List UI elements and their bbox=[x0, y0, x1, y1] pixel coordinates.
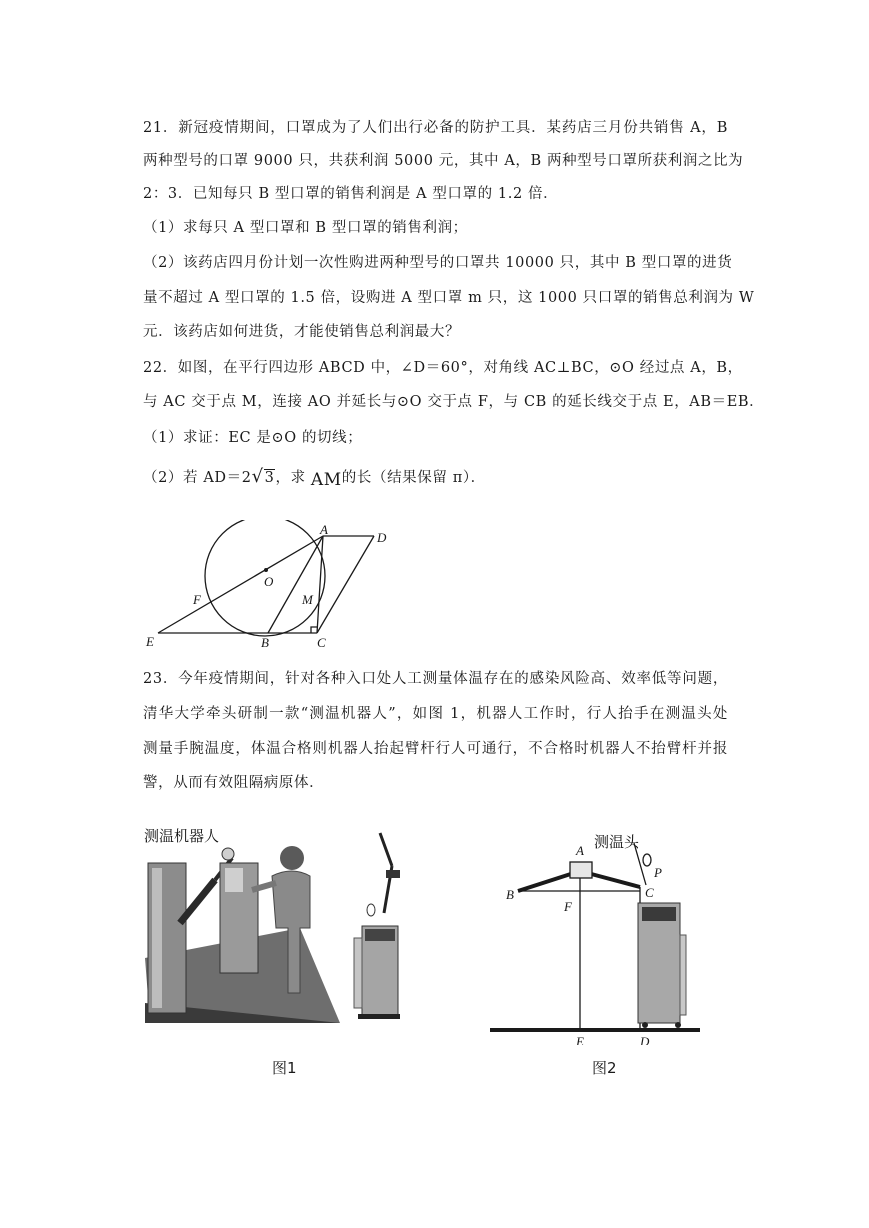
q22-part-1: （1）求证：EC 是⊙O 的切线； bbox=[143, 430, 363, 446]
label-c: C bbox=[317, 635, 326, 650]
label-a: A bbox=[320, 522, 328, 537]
q22-part-2-after: 的长（结果保留 π）． bbox=[341, 470, 486, 486]
q22-geometry-figure bbox=[140, 520, 400, 655]
segment-ea bbox=[158, 536, 323, 633]
q23-line-3: 测量手腕温度，体温合格则机器人抬起臂杆行人可通行，不合格时机器人不抬臂杆并报 bbox=[143, 741, 728, 757]
segment-dc bbox=[317, 536, 374, 633]
label-b: B bbox=[261, 635, 269, 650]
segment-ab bbox=[268, 536, 323, 633]
figure-2-schematic bbox=[490, 825, 705, 1045]
fig2-label-c: C bbox=[645, 885, 654, 900]
label-m: M bbox=[302, 592, 313, 607]
caption-figure-1: 图1 bbox=[272, 1059, 297, 1077]
q21-part-2-line-1: （2）该药店四月份计划一次性购进两种型号的口罩共 10000 只，其中 B 型口罩的进货 bbox=[143, 255, 733, 271]
q22-part-2 bbox=[143, 467, 728, 488]
fig2-head-label: 测温头 bbox=[594, 833, 640, 851]
photo-label: 测温机器人 bbox=[144, 827, 220, 845]
q23-line-1: 23．今年疫情期间，针对各种入口处人工测量体温存在的感染风险高、效率低等问题， bbox=[143, 671, 728, 687]
label-o: O bbox=[264, 574, 274, 589]
center-point bbox=[264, 568, 268, 572]
label-d: D bbox=[377, 530, 387, 545]
radicand: 3 bbox=[264, 470, 275, 486]
fig2-label-f: F bbox=[564, 899, 572, 914]
fig2-label-b: B bbox=[506, 887, 514, 902]
q21-line-2: 两种型号的口罩 9000 只，共获利润 5000 元，其中 A，B 两种型号口罩所获利润之比为 bbox=[143, 153, 744, 169]
q21-line-1: 21．新冠疫情期间，口罩成为了人们出行必备的防护工具．某药店三月份共销售 A，B bbox=[143, 120, 728, 136]
fig2-label-e: E bbox=[576, 1034, 584, 1045]
fig2-label-d: D bbox=[640, 1034, 650, 1045]
q22-line-2: 与 AC 交于点 M，连接 AO 并延长与⊙O 交于点 F，与 CB 的延长线交于点 E，AB＝EB． bbox=[143, 394, 765, 410]
label-f: F bbox=[193, 592, 201, 607]
caption-figure-2: 图2 bbox=[592, 1059, 617, 1077]
q23-line-4: 警，从而有效阻隔病原体． bbox=[143, 775, 325, 791]
radical-sign: √ bbox=[251, 466, 264, 487]
q21-part-2-line-2: 量不超过 A 型口罩的 1.5 倍，设购进 A 型口罩 m 只，这 1000 只口罩的销售总利润为 W bbox=[143, 290, 755, 306]
right-angle-mark bbox=[311, 627, 317, 633]
q21-line-3: 2：3．已知每只 B 型口罩的销售利润是 A 型口罩的 1.2 倍． bbox=[143, 186, 559, 202]
figure-1-photo bbox=[140, 818, 460, 1033]
fig2-label-a: A bbox=[576, 843, 584, 858]
q22-part-2-before: （2）若 AD＝2 bbox=[143, 470, 252, 486]
q21-part-2-line-3: 元．该药店如何进货，才能使销售总利润最大？ bbox=[143, 324, 461, 340]
q22-part-2-middle: ，求 bbox=[275, 470, 311, 486]
label-e: E bbox=[146, 634, 154, 649]
arc-label: AM bbox=[310, 470, 342, 490]
q23-line-2: 清华大学牵头研制一款“测温机器人”，如图 1，机器人工作时，行人抬手在测温头处 bbox=[143, 706, 728, 722]
q22-line-1: 22．如图，在平行四边形 ABCD 中，∠D＝60°，对角线 AC⊥BC，⊙O 经过点 A，B， bbox=[143, 360, 743, 376]
fig2-label-p: P bbox=[654, 865, 662, 880]
q21-part-1: （1）求每只 A 型口罩和 B 型口罩的销售利润； bbox=[143, 220, 468, 236]
